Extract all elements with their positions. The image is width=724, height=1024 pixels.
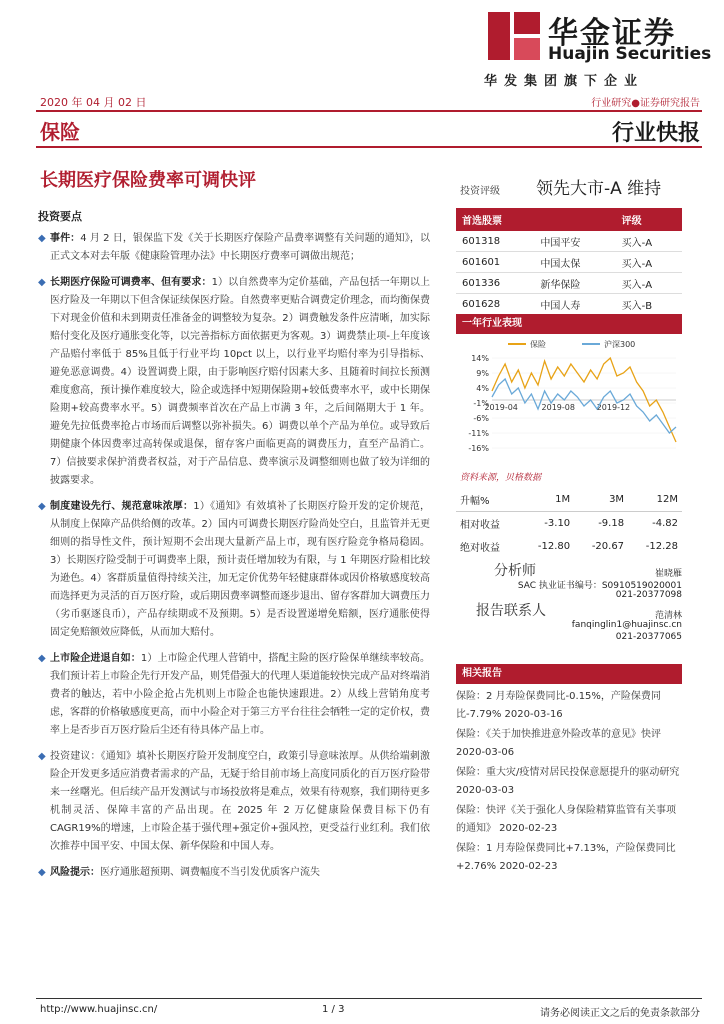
stock-rating: 买入-B xyxy=(616,294,682,315)
contact-email[interactable]: fanqinglin1@huajinsc.cn xyxy=(571,620,682,630)
category-tag: 行业研究●证券研究报告 xyxy=(591,98,700,109)
performance-table xyxy=(456,488,682,558)
stock-name: 中国太保 xyxy=(534,252,615,273)
brand-name-cn: 华金证券 xyxy=(548,16,676,51)
key-points xyxy=(38,208,430,890)
x-tick-label: 2019-08 xyxy=(541,403,575,412)
sector-name: 保险 xyxy=(40,120,80,144)
related-reports-list xyxy=(456,688,682,878)
disclaimer-note: 请务必阅读正文之后的免责条款部分 xyxy=(540,1008,700,1019)
stock-code: 601628 xyxy=(456,294,534,315)
perf-header: 12M xyxy=(628,488,682,512)
diamond-bullet-icon: ◆ xyxy=(38,277,46,288)
table-row xyxy=(456,488,682,512)
y-tick-label: -1% xyxy=(473,399,489,408)
series-line xyxy=(492,379,676,433)
diamond-bullet-icon: ◆ xyxy=(38,867,46,878)
perf-header: 升幅% xyxy=(456,488,520,512)
legend-label: 保险 xyxy=(530,340,546,349)
legend-label: 沪深300 xyxy=(604,340,636,349)
stock-code: 601601 xyxy=(456,252,534,273)
perf-value: -9.18 xyxy=(598,518,625,529)
key-point-item xyxy=(38,864,430,882)
key-point-lead: 制度建设先行、规范意味浓厚： xyxy=(50,501,194,512)
key-point-lead: 事件： xyxy=(50,233,81,244)
key-point-lead: 风险提示： xyxy=(50,867,100,878)
y-tick-label: -11% xyxy=(468,429,489,438)
diamond-bullet-icon: ◆ xyxy=(38,653,46,664)
y-tick-label: 9% xyxy=(476,369,489,378)
table-row xyxy=(456,535,682,558)
table-row xyxy=(456,512,682,536)
key-point-text: 医疗通胀超预期、调费幅度不当引发优质客户流失 xyxy=(100,867,320,878)
page-number: 1 / 3 xyxy=(322,1004,345,1015)
x-tick-label: 2019-12 xyxy=(596,403,631,412)
key-point-text: 4 月 2 日，银保监下发《关于长期医疗保险产品费率调整有关问题的通知》，以正式文本对去年版《健康险管理办法》中长期医疗费率可调做出规范； xyxy=(50,233,430,262)
perf-value: -3.10 xyxy=(544,518,571,529)
industry-performance-chart xyxy=(456,336,682,456)
header-rule xyxy=(36,110,702,112)
perf-row-label: 绝对收益 xyxy=(460,543,500,554)
stock-code: 601318 xyxy=(456,231,534,252)
rating-value: 领先大市-A 维持 xyxy=(536,179,662,199)
key-point-lead: 上市险企进退自如： xyxy=(50,653,141,664)
stock-rating: 买入-A xyxy=(616,231,682,252)
related-report-item[interactable]: 保险：重大灾/疫情对居民投保意愿提升的驱动研究 2020-03-03 xyxy=(456,767,680,796)
analyst-name: 崔晓雁 xyxy=(654,569,682,579)
analyst-phone: 021-20377098 xyxy=(615,590,682,600)
stock-rating: 买入-A xyxy=(616,273,682,294)
contact-phone: 021-20377065 xyxy=(615,632,682,642)
related-reports-heading: 相关报告 xyxy=(456,664,682,684)
related-report-item[interactable]: 保险：2 月寿险保费同比-0.15%，产险保费同比-7.79% 2020-03-16 xyxy=(456,691,661,720)
rating-label: 投资评级 xyxy=(460,186,500,197)
stock-name: 中国平安 xyxy=(534,231,615,252)
contact-name: 范清林 xyxy=(654,611,682,621)
perf-value: -20.67 xyxy=(591,541,625,552)
contact-heading: 报告联系人 xyxy=(476,603,546,619)
key-point-item xyxy=(38,650,430,740)
industry-perf-title: 一年行业表现 xyxy=(456,314,682,334)
stocks-header-right: 评级 xyxy=(616,208,682,231)
footer-rule xyxy=(36,998,702,999)
brand-slogan: 华发集团旗下企业 xyxy=(484,74,645,89)
diamond-bullet-icon: ◆ xyxy=(38,233,46,244)
analyst-heading: 分析师 xyxy=(494,563,536,579)
stock-name: 中国人寿 xyxy=(534,294,615,315)
key-point-item xyxy=(38,274,430,490)
analyst-license: SAC 执业证书编号：S0910519020001 xyxy=(517,581,682,591)
preferred-stocks-table xyxy=(456,208,682,315)
diamond-bullet-icon: ◆ xyxy=(38,751,46,762)
perf-header: 1M xyxy=(520,488,574,512)
perf-header: 3M xyxy=(574,488,628,512)
key-point-text: 1）上市险企代理人营销中，搭配主险的医疗险保单继续率较高。我们预计若上市险企先行开发产品，则凭借强大的代理人渠道能较快完成产品对终端消费者的触达，若中小险企抢占先机则上市险企也能快速跟进。2）从线上营销角度考虑，客群的价格敏感度更高，而中小险企对于第三方平台往往会牺牲一定的定价权，费率上是否步百万医疗险后尘还有待具体产品上市。 xyxy=(50,653,430,736)
section-rule xyxy=(36,146,702,148)
related-report-item[interactable]: 保险：《关于加快推进意外险改革的意见》快评 2020-03-06 xyxy=(456,729,661,758)
table-row xyxy=(456,294,682,315)
brand-name-en: Huajin Securities xyxy=(548,44,712,64)
perf-value: -12.28 xyxy=(645,541,678,552)
report-title: 长期医疗保险费率可调快评 xyxy=(40,170,256,191)
report-date: 2020 年 04 月 02 日 xyxy=(40,96,147,109)
table-row xyxy=(456,273,682,294)
key-point-text: 1）以自然费率为定价基础，产品包括一年期以上医疗险及一年期以下但含保证续保医疗险。自然费率更贴合调费定价理念，而均衡保费下对现金价值和未到期责任准备金的调整较为复杂。2）调费触发条件应清晰，加实际赔付变化及医疗通胀变化等，以完善指标方面依据更为客观。3）调费禁止项-上年度该产品赔付率低于 85%且低于行业平均 10pct 以上，以行业平均赔付率为引导指标、避免恶意调费。4）设置调费上限，由于影响医疗赔付因素大多、且随着时间拉长预测难度愈高，预计操作难度较大，险企或选择中短期保险期+较低费率水平，或中长期保险期+较高费率水平。5）调费频率首次在产品上市满 3 年，之后间隔期大于 1 年。避免先拉低费率抢占市场而后调整以弥补损失。6）调费以单个产品为单位。或导致后期健康个体因费率过高转保或退保，留存客户面临更高的调费压力，直至产品消亡。7）信披要求保护消费者权益，对于产品信息、费率演示及调整细则也做了较为详细的披露要求。 xyxy=(50,277,430,486)
huajin-logo-icon xyxy=(486,10,542,62)
perf-row-label: 相对收益 xyxy=(460,520,500,531)
stock-name: 新华保险 xyxy=(534,273,615,294)
key-point-text: 1）《通知》有效填补了长期医疗险开发的定价规范，从制度上保障产品供给侧的改革。2）国内可调费长期医疗险尚处空白，且监管并无更细则的指导性文件，预计短期不会出现大量新产品上市，现有医疗险竞争格局稳固。3）长期医疗险受制于可调费率上限，预计责任增加较为有限，与 1 年期医疗险相比较为逊色。4）客群质量值得持续关注，加无定价优势年轻健康群体或因价格敏感度较高而选择更为灵活的百万医疗险，或后期因费率调整而逐步退出、留存客群加大调费压力（劣币驱逐良币），产品存续期或不及预期。5）是否设置递增免赔额，医疗通胀使得固定免赔额效应降低，从而加大赔付。 xyxy=(50,501,430,638)
perf-value: -4.82 xyxy=(652,518,678,529)
y-tick-label: 4% xyxy=(476,384,489,393)
stock-code: 601336 xyxy=(456,273,534,294)
related-report-item[interactable]: 保险：快评《关于强化人身保险精算监管有关事项的通知》 2020-02-23 xyxy=(456,805,676,834)
related-report-item[interactable]: 保险：1 月寿险保费同比+7.13%，产险保费同比+2.76% 2020-02-23 xyxy=(456,843,676,872)
y-tick-label: -16% xyxy=(468,444,489,453)
key-point-item xyxy=(38,230,430,266)
y-tick-label: -6% xyxy=(473,414,489,423)
perf-value: -12.80 xyxy=(537,541,571,552)
stock-rating: 买入-A xyxy=(616,252,682,273)
x-tick-label: 2019-04 xyxy=(484,403,518,412)
source-note: 资料来源，贝格数据 xyxy=(460,473,542,483)
stocks-header-left: 首选股票 xyxy=(456,208,616,231)
y-tick-label: 14% xyxy=(471,354,489,363)
footer-url[interactable]: http://www.huajinsc.cn/ xyxy=(40,1004,158,1015)
key-point-item xyxy=(38,498,430,642)
table-row xyxy=(456,231,682,252)
table-row xyxy=(456,252,682,273)
diamond-bullet-icon: ◆ xyxy=(38,501,46,512)
key-point-text: 投资建议：《通知》填补长期医疗险开发制度空白，政策引导意味浓厚。从供给端刺激险企开发更多适应消费者需求的产品，无疑于给目前市场上高度同质化的百万医疗险带来一丝曙光。但后续产品开发测试与市场投放将是难点，效果有待观察，我们期待更多机制灵活、保障丰富的产品出现。在 2025 年 2 万亿健康险保费目标下仍有 CAGR19%的增速，上市险企基于强代理+强定价+强风控，更受益行业红利。我们依次推荐中国平安、中国太保、新华保险和中国人寿。 xyxy=(50,751,430,852)
report-type: 行业快报 xyxy=(611,121,700,146)
key-point-lead: 长期医疗保险可调费率、但有要求： xyxy=(50,277,212,288)
key-points-heading: 投资要点 xyxy=(38,210,82,223)
key-point-item xyxy=(38,748,430,856)
